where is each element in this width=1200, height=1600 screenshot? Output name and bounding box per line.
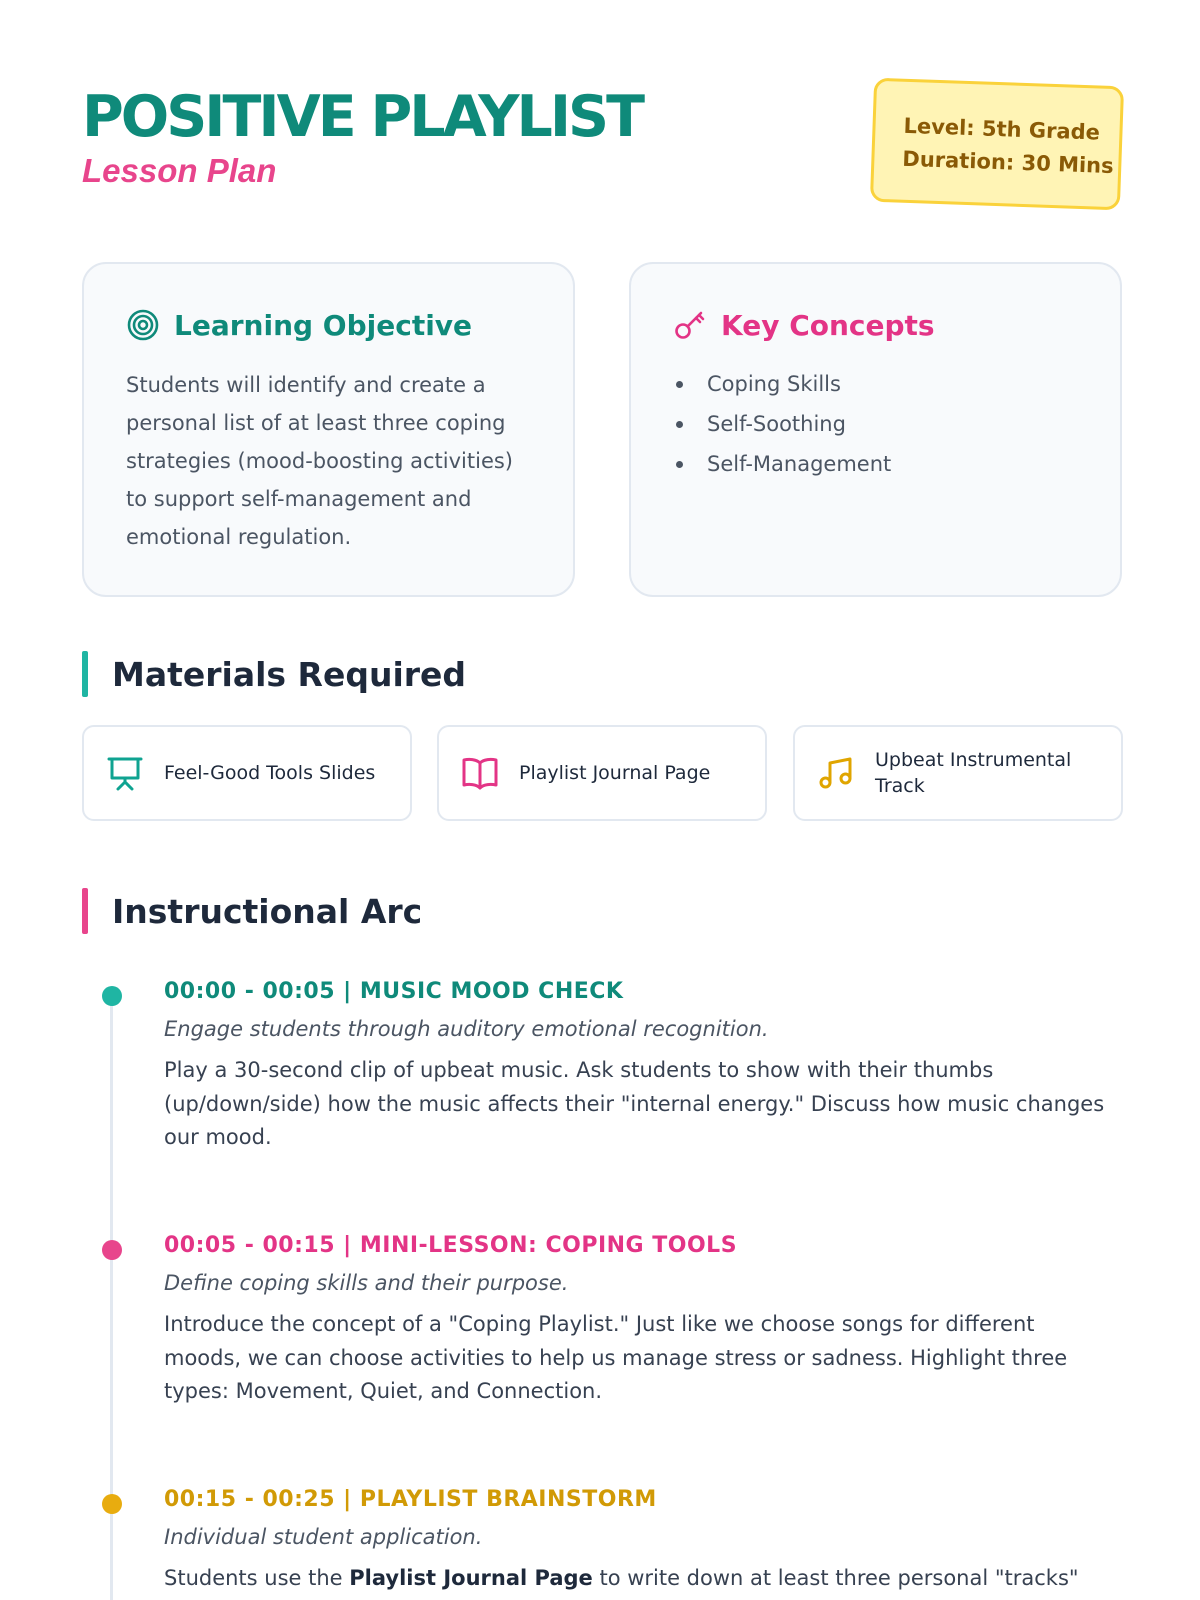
materials-heading-text: Materials Required: [112, 654, 467, 694]
material-item-journal: [437, 725, 767, 821]
key-concepts-header: [673, 308, 935, 342]
level-duration-badge: [870, 78, 1124, 211]
learning-objective-text: Students will identify and create a personal list of at least three coping strategies (mood-boosting activities) to support self-management and emotional regulation.: [126, 373, 514, 549]
materials-heading: [82, 651, 466, 697]
step-body: Introduce the concept of a "Coping Playlist." Just like we choose songs for different moods, we can choose activities to help us manage stress or sadness. Highlight three types: Movement, Quiet, and Connection.: [164, 1312, 1068, 1403]
step-body-text: Students use the: [164, 1566, 350, 1590]
material-label: Upbeat Instrumental Track: [875, 749, 1072, 797]
instructional-arc-heading-text: Instructional Arc: [112, 891, 423, 931]
step-body: [164, 1562, 1114, 1596]
timeline-dot: [102, 986, 122, 1006]
target-icon: [126, 308, 160, 342]
material-label: Playlist Journal Page: [519, 762, 711, 784]
timeline-dot: [102, 1240, 122, 1260]
step-title: 00:00 - 00:05 | MUSIC MOOD CHECK: [164, 979, 624, 1004]
key-concepts-list: [673, 364, 891, 484]
concept-item: Self-Management: [673, 444, 891, 484]
learning-objective-card: [82, 262, 575, 597]
presentation-icon: [106, 754, 144, 792]
learning-objective-header: [126, 308, 472, 342]
heading-accent-bar: [82, 888, 88, 934]
instructional-arc-heading: [82, 888, 422, 934]
key-icon: [673, 308, 707, 342]
step-title: 00:15 - 00:25 | PLAYLIST BRAINSTORM: [164, 1487, 657, 1512]
concept-item: Self-Soothing: [673, 404, 891, 444]
book-icon: [461, 754, 499, 792]
step-body-text: to write down at least three personal "tracks": [592, 1566, 1079, 1590]
level-text: Level: 5th Grade: [903, 113, 1101, 145]
learning-objective-title: Learning Objective: [174, 308, 473, 342]
duration-text: Duration: 30 Mins: [902, 146, 1115, 179]
material-item-slides: [82, 725, 412, 821]
music-note-icon: [817, 754, 855, 792]
material-label: Feel-Good Tools Slides: [164, 762, 376, 784]
step-title: 00:05 - 00:15 | MINI-LESSON: COPING TOOLS: [164, 1233, 738, 1258]
heading-accent-bar: [82, 651, 88, 697]
key-concepts-card: [629, 262, 1122, 597]
material-item-track: [793, 725, 1123, 821]
step-subtitle: Individual student application.: [164, 1525, 483, 1549]
page-title: POSITIVE PLAYLIST: [82, 84, 642, 150]
timeline-dot: [102, 1494, 122, 1514]
header: [82, 82, 1122, 222]
step-body: Play a 30-second clip of upbeat music. Ask students to show with their thumbs (up/down/side) how the music affects their "internal energy." Discuss how music changes our mood.: [164, 1058, 1105, 1149]
concept-item: Coping Skills: [673, 364, 891, 404]
key-concepts-title: Key Concepts: [721, 308, 935, 342]
step-body-emphasis: Playlist Journal Page: [349, 1566, 593, 1590]
page-subtitle: Lesson Plan: [82, 152, 277, 189]
step-subtitle: Define coping skills and their purpose.: [164, 1271, 569, 1295]
step-subtitle: Engage students through auditory emotional recognition.: [164, 1017, 769, 1041]
